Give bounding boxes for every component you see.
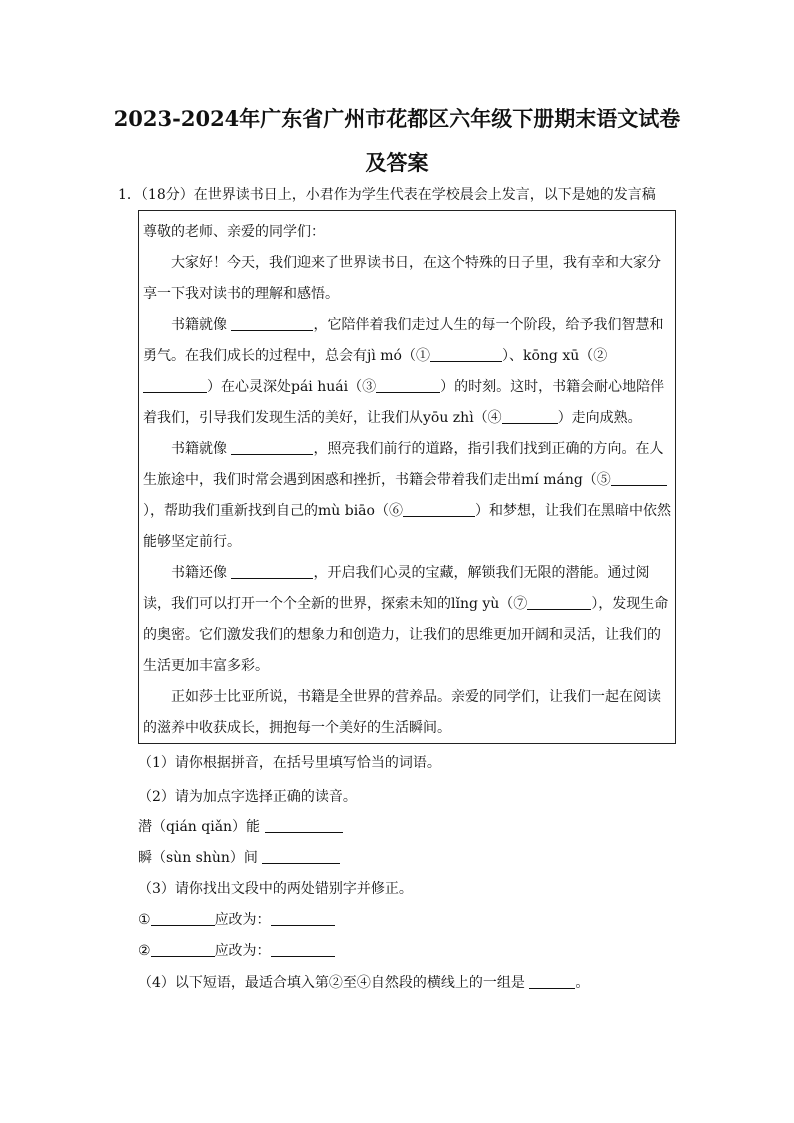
- answer-blank-6[interactable]: [403, 502, 475, 517]
- speech-paragraph-5: 正如莎士比亚所说，书籍是全世界的营养品。亲爱的同学们，让我们一起在阅读的滋养中收获成长，拥抱每一个美好的生活瞬间。: [143, 689, 661, 736]
- question-1-prompt: 1．（18分）在世界读书日上，小君作为学生代表在学校晨会上发言，以下是她的发言稿: [118, 187, 656, 203]
- speech-paragraph-2: 书籍就像 ，它陪伴着我们走过人生的每一个阶段，给予我们智慧和勇气。在我们成长的过程中，总会有jì mó（① ）、kōng xū（②）在心灵深处pái huái（③ ）的时刻。这时，书籍会耐心地陪伴着我们，引导我们发现生活的美好，让我们从yōu zhì（④ ）走向成熟。: [143, 317, 665, 426]
- speech-box: [138, 210, 676, 744]
- sub-question-4: （4）以下短语，最适合填入第②至④自然段的横线上的一组是 。: [138, 975, 590, 991]
- sub-question-2a: 潜（qián qiǎn）能: [138, 816, 343, 836]
- answer-blank-3[interactable]: [376, 378, 440, 393]
- answer-blank-typo-1[interactable]: [151, 911, 215, 926]
- speech-greeting: 尊敬的老师、亲爱的同学们：: [143, 224, 325, 240]
- answer-blank-b[interactable]: [231, 440, 313, 455]
- answer-blank-5[interactable]: [611, 471, 667, 486]
- answer-blank-pronunciation-2[interactable]: [262, 849, 340, 864]
- exam-title: 2023-2024年广东省广州市花都区六年级下册期末语文试卷: [113, 106, 681, 131]
- answer-blank-a[interactable]: [231, 316, 313, 331]
- sub-question-1: （1）请你根据拼音，在括号里填写恰当的词语。: [138, 755, 441, 771]
- answer-blank-fix-1[interactable]: [271, 911, 335, 926]
- sub-question-3: （3）请你找出文段中的两处错别字并修正。: [138, 881, 413, 897]
- answer-blank-typo-2[interactable]: [151, 942, 215, 957]
- answer-blank-1[interactable]: [430, 347, 502, 362]
- answer-blank-c[interactable]: [231, 564, 313, 579]
- sub-question-2b: 瞬（sùn shùn）间: [138, 847, 340, 867]
- sub-question-2: （2）请为加点字选择正确的读音。: [138, 789, 357, 805]
- sub-question-3b: ② 应改为：: [138, 940, 335, 960]
- exam-title-continued: 及答案: [365, 150, 429, 175]
- answer-blank-choice[interactable]: [529, 974, 575, 989]
- answer-blank-7[interactable]: [527, 595, 591, 610]
- answer-blank-2[interactable]: [143, 378, 207, 393]
- speech-paragraph-4: 书籍还像 ，开启我们心灵的宝藏，解锁我们无限的潜能。通过阅读，我们可以打开一个个全新的世界，探索未知的lǐng yù（⑦ ），发现生命的奥密。它们激发我们的想象力和创造力，让我们的思维更加开阔和灵活，让我们的生活更加丰富多彩。: [143, 565, 669, 674]
- sub-question-3a: ① 应改为：: [138, 909, 335, 929]
- speech-paragraph-1: 大家好！今天，我们迎来了世界读书日，在这个特殊的日子里，我有幸和大家分享一下我对读书的理解和感悟。: [143, 255, 661, 302]
- answer-blank-4[interactable]: [502, 409, 558, 424]
- answer-blank-pronunciation-1[interactable]: [265, 818, 343, 833]
- speech-paragraph-3: 书籍就像 ，照亮我们前行的道路，指引我们找到正确的方向。在人生旅途中，我们时常会遇到困惑和挫折，书籍会带着我们走出mí máng（⑤），帮助我们重新找到自己的mù biāo（⑥ ）和梦想，让我们在黑暗中依然能够坚定前行。: [143, 441, 671, 550]
- answer-blank-fix-2[interactable]: [271, 942, 335, 957]
